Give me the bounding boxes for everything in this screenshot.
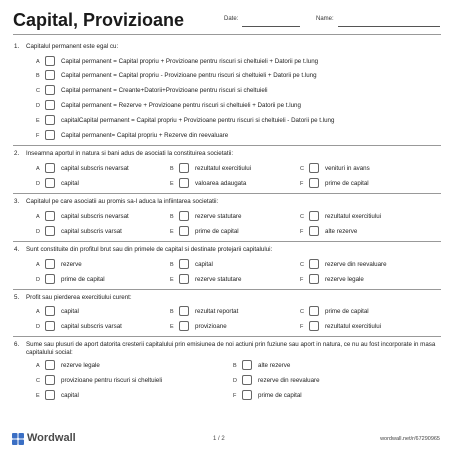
answer-checkbox[interactable]: [179, 306, 189, 316]
answer-checkbox[interactable]: [45, 100, 55, 110]
option-letter: C: [36, 378, 40, 384]
option-label: Capital permanent = Creante+Datorii+Provizioane pentru riscuri si cheltuieli: [61, 87, 268, 94]
answer-checkbox[interactable]: [309, 178, 319, 188]
answer-checkbox[interactable]: [179, 259, 189, 269]
answer-checkbox[interactable]: [45, 390, 55, 400]
option-label: alte rezerve: [258, 362, 291, 369]
question-divider: [13, 336, 441, 337]
question-number: 6.: [14, 341, 20, 348]
question-text: Capitalul permanent este egal cu:: [26, 43, 119, 50]
answer-checkbox[interactable]: [45, 163, 55, 173]
date-field[interactable]: [242, 26, 300, 27]
option-letter: B: [170, 262, 174, 268]
answer-checkbox[interactable]: [45, 70, 55, 80]
answer-checkbox[interactable]: [242, 390, 252, 400]
header-divider: [13, 34, 441, 35]
answer-checkbox[interactable]: [179, 226, 189, 236]
option-label: rezerve legale: [61, 362, 100, 369]
option-label: prime de capital: [325, 180, 369, 187]
option-label: prime de capital: [258, 392, 302, 399]
question-text: Profit sau pierderea exercitiului curent:: [26, 294, 132, 301]
answer-checkbox[interactable]: [179, 178, 189, 188]
question-number: 4.: [14, 246, 20, 253]
option-letter: F: [300, 229, 304, 235]
name-label: Name:: [316, 16, 334, 22]
option-label: venituri in avans: [325, 165, 370, 172]
answer-checkbox[interactable]: [242, 360, 252, 370]
option-letter: E: [36, 118, 40, 124]
option-label: capital subscris nevarsat: [61, 165, 129, 172]
option-label: rezultat reportat: [195, 308, 239, 315]
option-letter: B: [170, 214, 174, 220]
answer-checkbox[interactable]: [179, 321, 189, 331]
option-label: rezerve statutare: [195, 213, 242, 220]
option-label: capital: [61, 180, 79, 187]
option-label: alte rezerve: [325, 228, 358, 235]
answer-checkbox[interactable]: [309, 211, 319, 221]
option-letter: C: [300, 166, 304, 172]
answer-checkbox[interactable]: [45, 321, 55, 331]
option-letter: B: [170, 309, 174, 315]
option-label: capital: [195, 261, 213, 268]
option-label: capital: [61, 308, 79, 315]
option-letter: A: [36, 59, 40, 65]
option-label: provizioane: [195, 323, 227, 330]
option-letter: C: [300, 262, 304, 268]
option-letter: F: [300, 324, 304, 330]
page-title: Capital, Provizioane: [13, 10, 185, 30]
answer-checkbox[interactable]: [45, 259, 55, 269]
question-divider: [13, 289, 441, 290]
answer-checkbox[interactable]: [45, 211, 55, 221]
wordwall-logo-icon: [12, 433, 24, 445]
question-number: 1.: [14, 43, 20, 50]
answer-checkbox[interactable]: [179, 274, 189, 284]
answer-checkbox[interactable]: [309, 259, 319, 269]
option-letter: E: [170, 181, 174, 187]
answer-checkbox[interactable]: [45, 85, 55, 95]
name-field[interactable]: [338, 26, 440, 27]
answer-checkbox[interactable]: [45, 375, 55, 385]
answer-checkbox[interactable]: [45, 115, 55, 125]
option-label: rezerve: [61, 261, 82, 268]
answer-checkbox[interactable]: [242, 375, 252, 385]
answer-checkbox[interactable]: [45, 306, 55, 316]
option-letter: F: [36, 133, 40, 139]
question-divider: [13, 145, 441, 146]
answer-checkbox[interactable]: [45, 178, 55, 188]
option-label: rezultatul exercitiului: [325, 213, 382, 220]
option-letter: A: [36, 262, 40, 268]
option-letter: E: [36, 393, 40, 399]
answer-checkbox[interactable]: [309, 306, 319, 316]
option-letter: C: [300, 214, 304, 220]
option-label: prime de capital: [61, 276, 105, 283]
question-text: Inseamna aportul in natura si bani adus de asociati la constituirea societatii:: [26, 150, 234, 157]
option-label: Capital permanent = Capital propriu - Provizioane pentru riscuri si cheltuieli + Datorii pe t.lung: [61, 72, 317, 79]
option-letter: B: [233, 363, 237, 369]
option-letter: D: [36, 324, 40, 330]
option-letter: A: [36, 214, 40, 220]
option-letter: B: [170, 166, 174, 172]
option-letter: D: [36, 229, 40, 235]
option-letter: D: [233, 378, 237, 384]
option-letter: F: [300, 181, 304, 187]
option-label: capital subscris varsat: [61, 323, 122, 330]
answer-checkbox[interactable]: [309, 163, 319, 173]
answer-checkbox[interactable]: [179, 163, 189, 173]
option-label: rezerve statutare: [195, 276, 242, 283]
option-label: capital subscris nevarsat: [61, 213, 129, 220]
option-letter: E: [170, 277, 174, 283]
option-label: capitalCapital permanent = Capital propriu + Provizioane pentru riscuri si cheltuieli - Datorii pe t.lung: [61, 117, 335, 124]
option-letter: C: [300, 309, 304, 315]
option-label: provizioane pentru riscuri si cheltuieli: [61, 377, 163, 384]
answer-checkbox[interactable]: [309, 226, 319, 236]
date-label: Date:: [224, 16, 239, 22]
option-letter: C: [36, 88, 40, 94]
option-label: rezerve din reevaluare: [325, 261, 387, 268]
question-divider: [13, 193, 441, 194]
option-label: Capital permanent = Rezerve + Provizioane pentru riscuri si cheltuieli + Datorii pe t.lung: [61, 102, 301, 109]
option-letter: E: [170, 324, 174, 330]
option-letter: D: [36, 181, 40, 187]
question-text: Sunt constituite din profitul brut sau din primele de capital si destinate protejarii capitalului:: [26, 246, 273, 253]
option-letter: A: [36, 363, 40, 369]
question-text: Sume sau plusuri de aport datorita cresterii capitalului prin emisiunea de noi actiuni prin fuziune sau aport in natura, ce nu au fost incorporate in masa capitalului social:: [26, 341, 436, 356]
option-letter: D: [36, 277, 40, 283]
question-divider: [13, 241, 441, 242]
answer-checkbox[interactable]: [179, 211, 189, 221]
question-number: 3.: [14, 198, 20, 205]
option-label: rezerve din reevaluare: [258, 377, 320, 384]
answer-checkbox[interactable]: [45, 130, 55, 140]
brand-name: Wordwall: [27, 432, 76, 444]
answer-checkbox[interactable]: [45, 360, 55, 370]
option-label: Capital permanent= Capital propriu + Rezerve din reevaluare: [61, 132, 229, 139]
answer-checkbox[interactable]: [45, 274, 55, 284]
answer-checkbox[interactable]: [309, 321, 319, 331]
option-letter: F: [300, 277, 304, 283]
question-text: Capitalul pe care asociatii au promis sa-l aduca la infiintarea societatii:: [26, 198, 219, 205]
option-label: prime de capital: [195, 228, 239, 235]
option-label: valoarea adaugata: [195, 180, 247, 187]
answer-checkbox[interactable]: [45, 56, 55, 66]
question-number: 5.: [14, 294, 20, 301]
option-label: rezultatul exercitiului: [195, 165, 252, 172]
option-label: Capital permanent = Capital propriu + Provizioane pentru riscuri si cheltuieli + Datorii pe t.lung: [61, 58, 319, 65]
option-letter: F: [233, 393, 237, 399]
option-letter: B: [36, 73, 40, 79]
option-letter: E: [170, 229, 174, 235]
footer-url[interactable]: wordwall.net/r/67290965: [380, 436, 440, 442]
option-letter: A: [36, 309, 40, 315]
option-letter: A: [36, 166, 40, 172]
answer-checkbox[interactable]: [309, 274, 319, 284]
option-letter: D: [36, 103, 40, 109]
page-number: 1 / 2: [213, 436, 225, 442]
option-label: capital: [61, 392, 79, 399]
question-number: 2.: [14, 150, 20, 157]
option-label: prime de capital: [325, 308, 369, 315]
answer-checkbox[interactable]: [45, 226, 55, 236]
option-label: capital subscris varsat: [61, 228, 122, 235]
option-label: rezerve legale: [325, 276, 364, 283]
option-label: rezultatul exercitiului: [325, 323, 382, 330]
